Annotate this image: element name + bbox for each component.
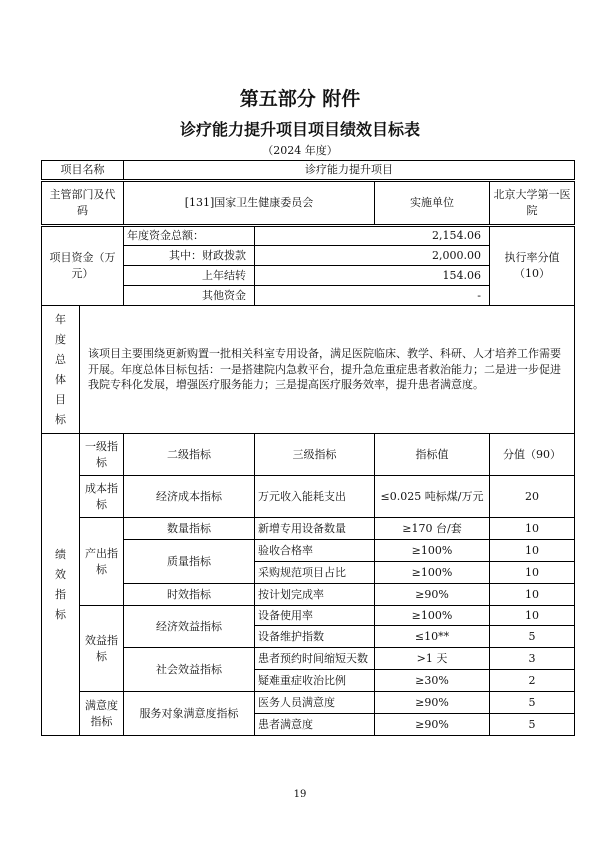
l3-cell: 设备维护指数 bbox=[255, 626, 375, 648]
goal-text: 该项目主要围绕更新购置一批相关科室专用设备，满足医院临床、教学、科研、人才培养工作需要开展。年度总体目标包括：一是搭建院内急救平台，提升急危重症患者救治能力；二是进一步促进我院专科化发展，增强医疗服务能力；三是提高医疗服务效率，提升患者满意度。 bbox=[80, 306, 575, 434]
l3-cell: 患者预约时间缩短天数 bbox=[255, 648, 375, 670]
header-l3: 三级指标 bbox=[255, 434, 375, 476]
score-cell: 10 bbox=[490, 606, 575, 626]
section-heading: 第五部分 附件 bbox=[239, 88, 361, 110]
l2-econ-benefit: 经济效益指标 bbox=[124, 606, 255, 648]
l3-cell: 疑难重症收治比例 bbox=[255, 670, 375, 692]
l3-cell: 新增专用设备数量 bbox=[255, 518, 375, 540]
unit-value: 北京大学第一医院 bbox=[490, 181, 575, 226]
funds-fiscal-label: 其中：财政拨款 bbox=[124, 246, 255, 266]
value-cell: ≥100% bbox=[375, 540, 490, 562]
funds-fiscal: 2,000.00 bbox=[255, 246, 490, 266]
value-cell: ≥100% bbox=[375, 606, 490, 626]
header-value: 指标值 bbox=[375, 434, 490, 476]
value-cell: ≥90% bbox=[375, 714, 490, 736]
project-name-label: 项目名称 bbox=[42, 161, 124, 181]
perf-label: 绩效指标 bbox=[42, 434, 80, 736]
l3-cell: 万元收入能耗支出 bbox=[255, 476, 375, 518]
l1-output: 产出指标 bbox=[80, 518, 124, 606]
value-cell: ≥90% bbox=[375, 584, 490, 606]
score-cell: 5 bbox=[490, 692, 575, 714]
funds-carryover-label: 上年结转 bbox=[124, 266, 255, 286]
score-cell: 3 bbox=[490, 648, 575, 670]
funds-other: - bbox=[255, 286, 490, 306]
score-cell: 2 bbox=[490, 670, 575, 692]
header-score: 分值（90） bbox=[490, 434, 575, 476]
goal-label: 年度总体目标 bbox=[42, 306, 80, 434]
performance-goal-table bbox=[41, 160, 575, 736]
value-cell: ≥100% bbox=[375, 562, 490, 584]
l3-cell: 患者满意度 bbox=[255, 714, 375, 736]
l1-benefit: 效益指标 bbox=[80, 606, 124, 692]
year-label: （2024 年度） bbox=[262, 144, 338, 157]
value-cell: ≥90% bbox=[375, 692, 490, 714]
dept-value: [131]国家卫生健康委员会 bbox=[124, 181, 375, 226]
value-cell: ≥30% bbox=[375, 670, 490, 692]
l2-social-benefit: 社会效益指标 bbox=[124, 648, 255, 692]
l3-cell: 采购规范项目占比 bbox=[255, 562, 375, 584]
l3-cell: 设备使用率 bbox=[255, 606, 375, 626]
l2-quantity: 数量指标 bbox=[124, 518, 255, 540]
funds-total-label: 年度资金总额： bbox=[124, 226, 255, 246]
score-cell: 10 bbox=[490, 584, 575, 606]
header-l1: 一级指标 bbox=[80, 434, 124, 476]
funds-total: 2,154.06 bbox=[255, 226, 490, 246]
l3-cell: 按计划完成率 bbox=[255, 584, 375, 606]
score-cell: 10 bbox=[490, 518, 575, 540]
header-l2: 二级指标 bbox=[124, 434, 255, 476]
exec-rate-label: 执行率分值（10） bbox=[490, 226, 575, 306]
l2-cost-econ: 经济成本指标 bbox=[124, 476, 255, 518]
funds-label: 项目资金（万元） bbox=[42, 226, 124, 306]
l2-service-satisfaction: 服务对象满意度指标 bbox=[124, 692, 255, 736]
funds-other-label: 其他资金 bbox=[124, 286, 255, 306]
score-cell: 10 bbox=[490, 540, 575, 562]
score-cell: 5 bbox=[490, 714, 575, 736]
value-cell: ≤10** bbox=[375, 626, 490, 648]
l1-satisfaction: 满意度指标 bbox=[80, 692, 124, 736]
unit-label: 实施单位 bbox=[375, 181, 490, 226]
value-cell: >1 天 bbox=[375, 648, 490, 670]
l3-cell: 医务人员满意度 bbox=[255, 692, 375, 714]
l3-cell: 验收合格率 bbox=[255, 540, 375, 562]
score-cell: 20 bbox=[490, 476, 575, 518]
score-cell: 10 bbox=[490, 562, 575, 584]
l1-cost: 成本指标 bbox=[80, 476, 124, 518]
score-cell: 5 bbox=[490, 626, 575, 648]
l2-quality: 质量指标 bbox=[124, 540, 255, 584]
project-name: 诊疗能力提升项目 bbox=[124, 161, 575, 181]
value-cell: ≤0.025 吨标煤/万元 bbox=[375, 476, 490, 518]
l2-timeliness: 时效指标 bbox=[124, 584, 255, 606]
dept-label: 主管部门及代码 bbox=[42, 181, 124, 226]
value-cell: ≥170 台/套 bbox=[375, 518, 490, 540]
page-number: 19 bbox=[293, 789, 307, 800]
table-title: 诊疗能力提升项目项目绩效目标表 bbox=[179, 120, 420, 139]
funds-carryover: 154.06 bbox=[255, 266, 490, 286]
